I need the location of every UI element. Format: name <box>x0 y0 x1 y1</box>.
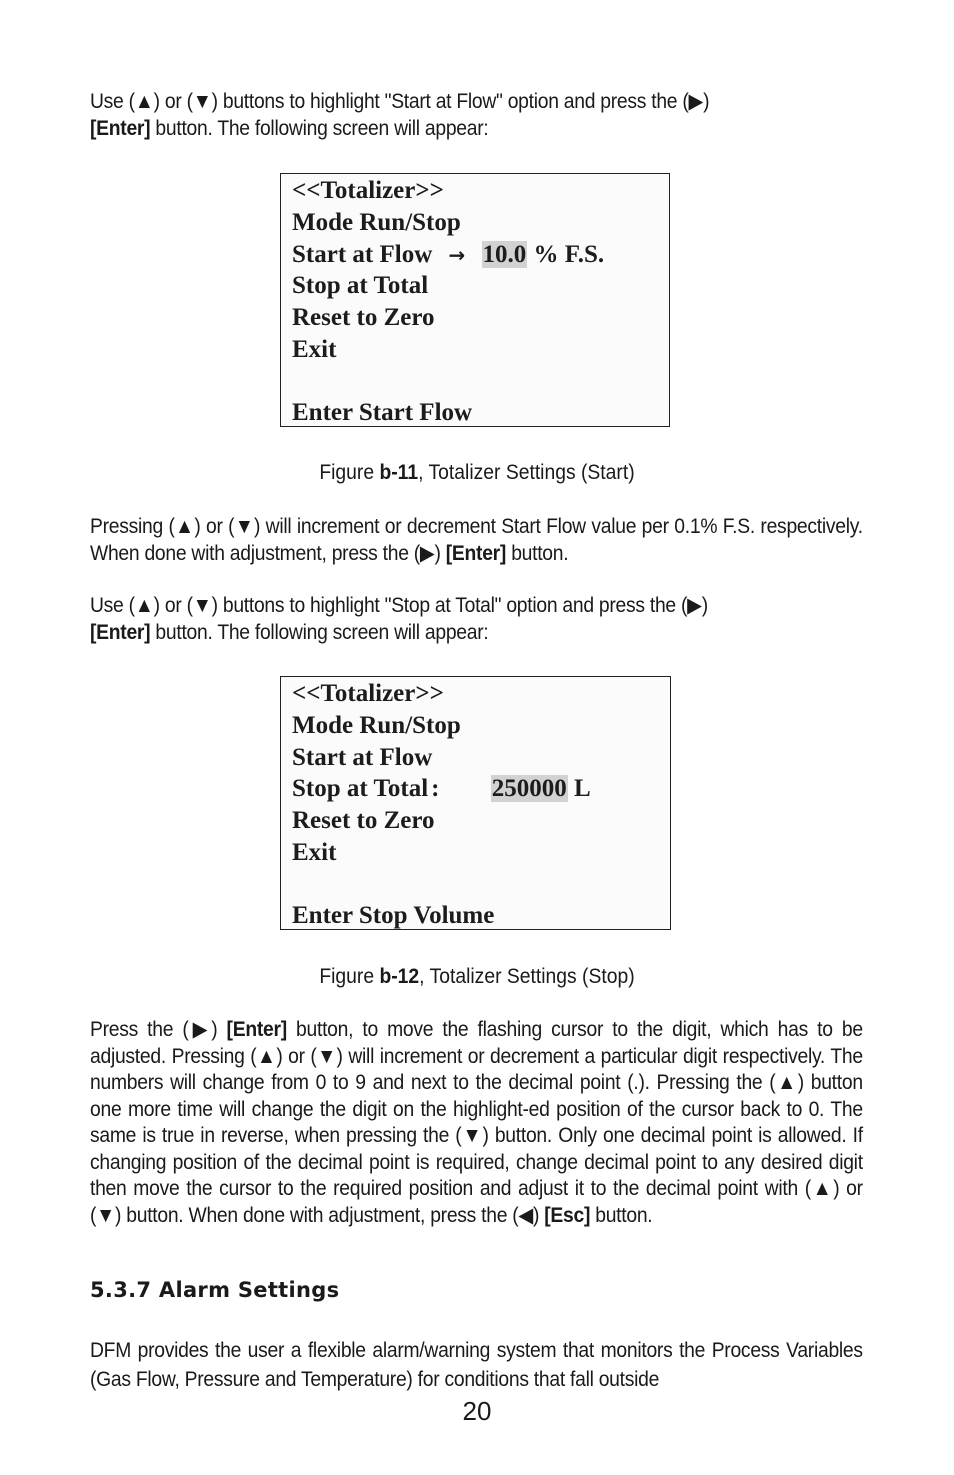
start-flow-adjust-paragraph <box>90 514 863 567</box>
totalizer-stop-screen <box>280 676 671 930</box>
page-number: 20 <box>462 1396 492 1426</box>
menu-start-at-flow <box>292 241 604 269</box>
menu-stop-at-total-label: Stop at Total <box>292 775 429 802</box>
para1-text-end: button. The following screen will appear: <box>150 116 489 140</box>
figure-number: b-12 <box>379 965 420 988</box>
screen-prompt: Enter Stop Volume <box>292 902 495 929</box>
esc-key-label: [Esc] <box>544 1203 591 1227</box>
screen-prompt: Enter Start Flow <box>292 399 473 426</box>
alarm-intro-paragraph: DFM provides the user a flexible alarm/warning system that monitors the Process Variables (Gas Flow, Pressure and Temperature) for conditions that fall outside <box>90 1339 863 1391</box>
stop-total-unit: L <box>567 775 591 802</box>
right-arrow-icon: → <box>448 243 466 267</box>
intro-paragraph-stop-total <box>90 593 863 646</box>
menu-reset-to-zero: Reset to Zero <box>292 807 435 834</box>
para1-text: Use (▲) or (▼) buttons to highlight "Start at Flow" option and press the (▶) <box>90 90 710 113</box>
menu-exit: Exit <box>292 839 337 866</box>
figure-number: b-11 <box>379 461 419 484</box>
colon: : <box>431 775 440 802</box>
menu-stop-at-total: Stop at Total <box>292 272 429 299</box>
menu-start-at-flow-label: Start at Flow <box>292 241 433 268</box>
menu-start-at-flow: Start at Flow <box>292 744 433 771</box>
caption-text: , Totalizer Settings (Stop) <box>419 965 635 988</box>
enter-key-label: [Enter] <box>90 620 151 644</box>
enter-key-label: [Enter] <box>226 1018 287 1041</box>
para2-text: Pressing (▲) or (▼) will increment or decrement Start Flow value per 0.1% F.S. respectively. When done with adjustment, press the (▶) <box>90 515 863 565</box>
para3-text-end: button. The following screen will appear: <box>150 620 489 644</box>
para4-text-end: button. <box>590 1203 653 1227</box>
menu-exit: Exit <box>292 336 337 363</box>
figure-caption-b11 <box>38 460 916 486</box>
caption-prefix: Figure <box>319 461 380 484</box>
caption-prefix: Figure <box>319 965 380 988</box>
menu-mode-run-stop: Mode Run/Stop <box>292 209 461 236</box>
enter-key-label: [Enter] <box>90 116 151 140</box>
caption-text: , Totalizer Settings (Start) <box>418 461 635 484</box>
screen-title: <<Totalizer>> <box>292 177 444 204</box>
para2-text-end: button. <box>506 541 569 565</box>
intro-paragraph-start-flow <box>90 89 863 142</box>
para4-text-mid: button, to move the flashing cursor to the digit, which has to be adjusted. Pressing (▲) or (▼) will increment or decrement a particular digit respectively. The numbers will change from 0 to 9 and next to the decimal point (.). Pressing the (▲) button one more time will change the digit on the highlight-ed position of the cursor back to 0. The same is true in reverse, when pressing the (▼) button. Only one decimal point is allowed. If changing position of the decimal point is required, change decimal point to any desired digit then move the cursor to the required position and adjust it to the decimal point with (▲) or (▼) button. When done with adjustment, press the (◀) <box>90 1018 863 1227</box>
start-flow-unit: % F.S. <box>527 241 605 268</box>
menu-mode-run-stop: Mode Run/Stop <box>292 712 461 739</box>
menu-reset-to-zero: Reset to Zero <box>292 304 435 331</box>
para4-text: Press the (▶) <box>90 1018 227 1041</box>
para3-text: Use (▲) or (▼) buttons to highlight "Stop at Total" option and press the (▶) <box>90 594 708 617</box>
menu-stop-at-total <box>292 775 591 803</box>
stop-total-value: 250000 <box>491 775 567 802</box>
totalizer-start-screen <box>280 173 670 427</box>
figure-caption-b12 <box>38 964 916 990</box>
enter-key-label: [Enter] <box>445 541 507 565</box>
screen-title: <<Totalizer>> <box>292 680 444 707</box>
section-heading: 5.3.7 Alarm Settings <box>90 1278 340 1302</box>
cursor-adjust-paragraph <box>90 1017 863 1229</box>
start-flow-value: 10.0 <box>482 241 527 268</box>
